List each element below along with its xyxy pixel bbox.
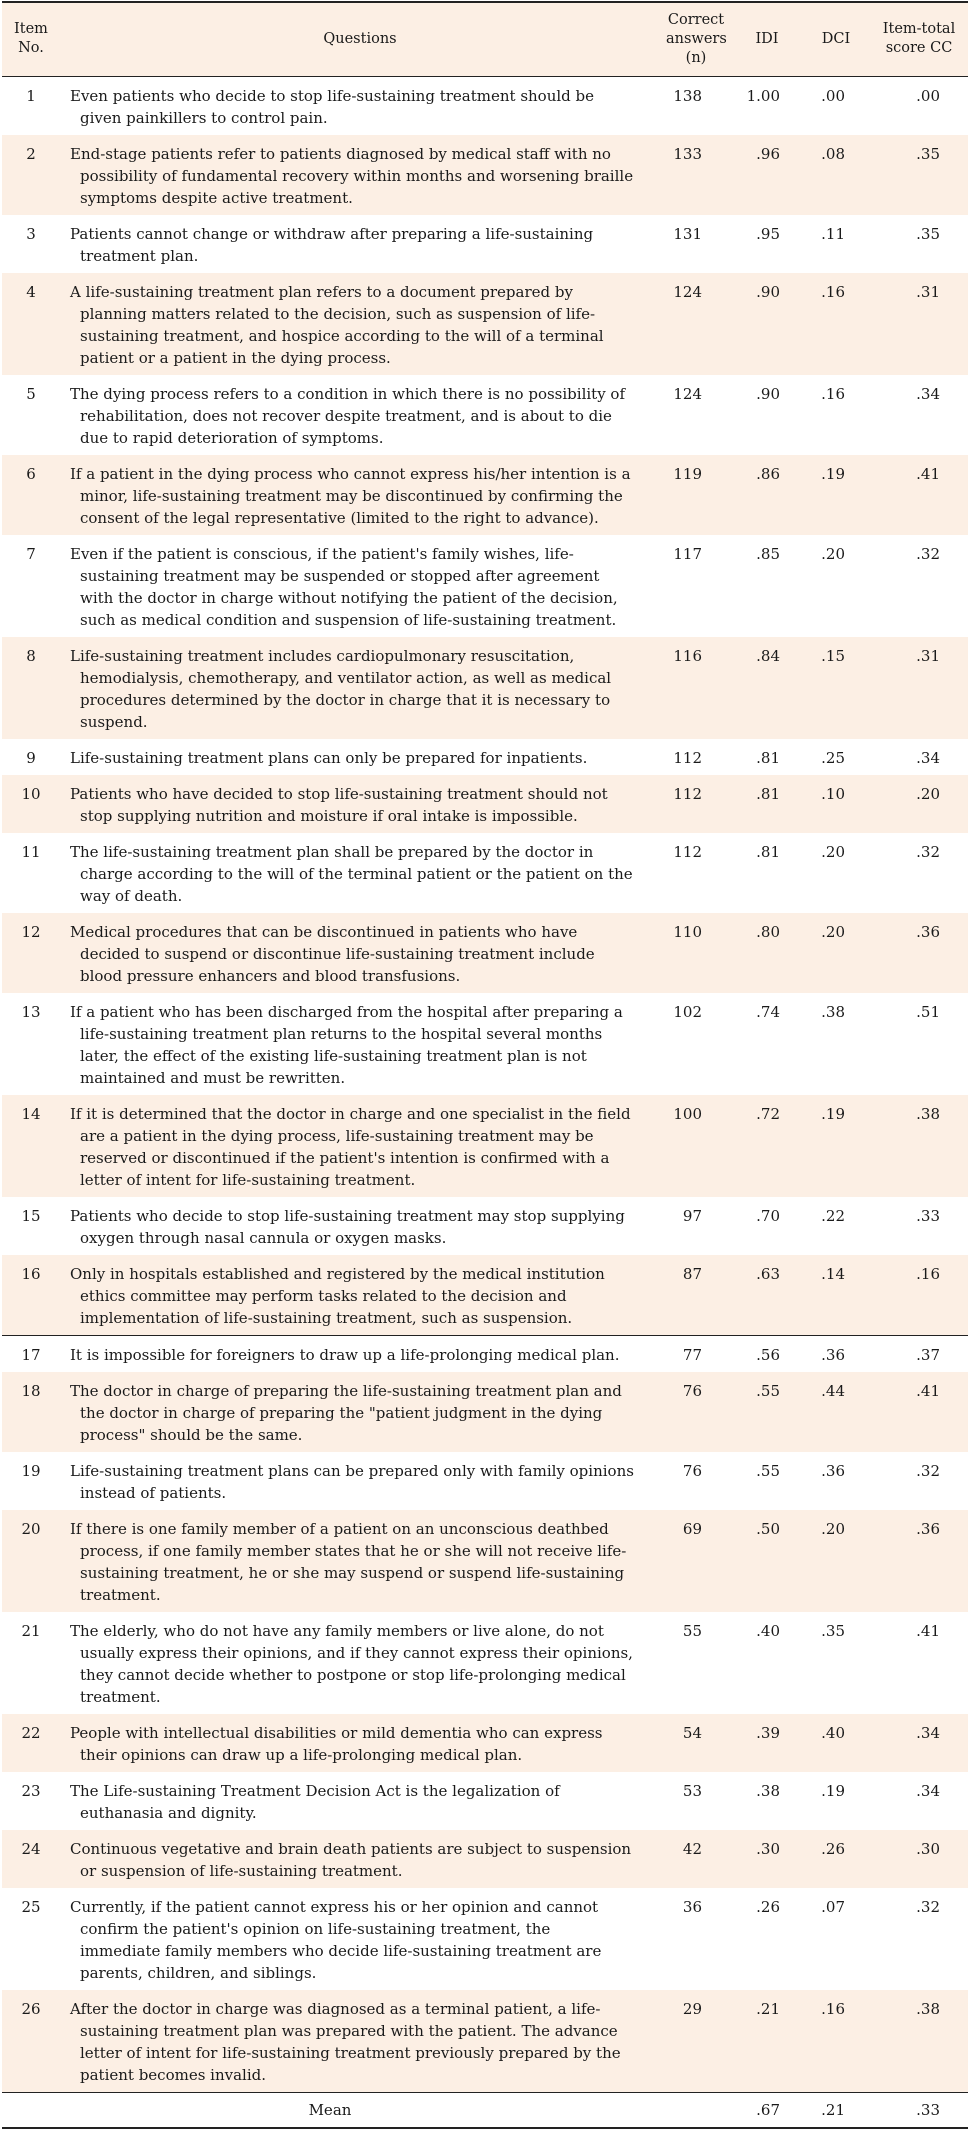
question-text bbox=[60, 375, 660, 455]
dci-value: .16 bbox=[821, 282, 845, 301]
mean-label: Mean bbox=[308, 2100, 352, 2119]
table-row bbox=[2, 1452, 968, 1510]
table-row bbox=[2, 833, 968, 913]
question-text bbox=[60, 993, 660, 1095]
correct-answers: 131 bbox=[673, 224, 702, 243]
question-text bbox=[60, 215, 660, 273]
question-text bbox=[60, 1197, 660, 1255]
idi-value: .80 bbox=[756, 922, 780, 941]
item-number: 24 bbox=[21, 1839, 41, 1858]
question-label: End-stage patients refer to patients diagnosed by medical staff with no possibility of fundamental recovery within months and worsening braille symptoms despite active treatment. bbox=[70, 144, 634, 207]
item-number: 10 bbox=[21, 784, 41, 803]
question-text bbox=[60, 775, 660, 833]
dci-value: .19 bbox=[821, 464, 845, 483]
table-row bbox=[2, 215, 968, 273]
question-label: Currently, if the patient cannot express his or her opinion and cannot confirm the patient's opinion on life-sustaining treatment, the immediate family members who decide life-sustaining treatment are parents, children, and siblings. bbox=[70, 1897, 602, 1982]
item-number: 23 bbox=[21, 1781, 41, 1800]
question-text bbox=[60, 1255, 660, 1336]
table-row bbox=[2, 135, 968, 215]
dci-value: .08 bbox=[821, 144, 845, 163]
correct-answers: 116 bbox=[673, 646, 702, 665]
item-number: 26 bbox=[21, 1999, 41, 2018]
question-text bbox=[60, 913, 660, 993]
dci-value: .19 bbox=[821, 1104, 845, 1123]
question-text bbox=[60, 833, 660, 913]
question-text bbox=[60, 1510, 660, 1612]
question-label: Life-sustaining treatment plans can only be prepared for inpatients. bbox=[70, 748, 588, 767]
item-number: 22 bbox=[21, 1723, 41, 1742]
correct-answers: 29 bbox=[682, 1999, 702, 2018]
correct-answers: 42 bbox=[682, 1839, 702, 1858]
item-total-cc: .32 bbox=[916, 544, 940, 563]
correct-answers: 36 bbox=[682, 1897, 702, 1916]
question-label: If a patient who has been discharged from the hospital after preparing a life-sustaining treatment plan returns to the hospital several months later, the effect of the existing life-sustaining treatment plan is not maintained and must be rewritten. bbox=[70, 1002, 623, 1087]
correct-answers: 124 bbox=[673, 282, 702, 301]
table-row bbox=[2, 535, 968, 637]
item-total-cc: .34 bbox=[916, 384, 940, 403]
idi-value: .70 bbox=[756, 1206, 780, 1225]
item-total-cc: .38 bbox=[916, 1999, 940, 2018]
question-label: The elderly, who do not have any family members or live alone, do not usually express their opinions, and if they cannot express their opinions, they cannot decide whether to postpone or stop life-prolonging medical treatment. bbox=[70, 1621, 633, 1706]
table-row bbox=[2, 1772, 968, 1830]
table-row bbox=[2, 1510, 968, 1612]
correct-answers: 100 bbox=[673, 1104, 702, 1123]
correct-answers: 54 bbox=[682, 1723, 702, 1742]
question-text bbox=[60, 1888, 660, 1990]
mean-row bbox=[2, 2092, 968, 2128]
idi-value: .50 bbox=[756, 1519, 780, 1538]
table-row bbox=[2, 1612, 968, 1714]
item-number: 25 bbox=[21, 1897, 41, 1916]
item-number: 21 bbox=[21, 1621, 41, 1640]
table-row bbox=[2, 76, 968, 135]
dci-value: .36 bbox=[821, 1461, 845, 1480]
correct-answers: 76 bbox=[682, 1381, 702, 1400]
table-row bbox=[2, 455, 968, 535]
table-row bbox=[2, 1714, 968, 1772]
header-correct-answers: Correct answers (n) bbox=[660, 2, 732, 76]
question-text bbox=[60, 455, 660, 535]
table-row bbox=[2, 1335, 968, 1372]
table-row bbox=[2, 913, 968, 993]
dci-value: .35 bbox=[821, 1621, 845, 1640]
idi-value: 1.00 bbox=[746, 86, 780, 105]
idi-value: .38 bbox=[756, 1781, 780, 1800]
dci-value: .10 bbox=[821, 784, 845, 803]
item-total-cc: .35 bbox=[916, 224, 940, 243]
table-row bbox=[2, 1990, 968, 2093]
mean-blank bbox=[2, 2092, 60, 2128]
item-total-cc: .31 bbox=[916, 282, 940, 301]
item-number: 6 bbox=[26, 464, 36, 483]
table-row bbox=[2, 1255, 968, 1336]
mean-dci: .21 bbox=[821, 2100, 845, 2119]
question-label: It is impossible for foreigners to draw up a life-prolonging medical plan. bbox=[70, 1345, 620, 1364]
item-total-cc: .41 bbox=[916, 1381, 940, 1400]
item-number: 5 bbox=[26, 384, 36, 403]
item-number: 17 bbox=[21, 1345, 41, 1364]
question-label: Only in hospitals established and registered by the medical institution ethics committee may perform tasks related to the decision and implementation of life-sustaining treatment, such as suspension. bbox=[70, 1264, 605, 1327]
dci-value: .20 bbox=[821, 922, 845, 941]
idi-value: .26 bbox=[756, 1897, 780, 1916]
table-row bbox=[2, 273, 968, 375]
item-number: 14 bbox=[21, 1104, 41, 1123]
item-total-cc: .00 bbox=[916, 86, 940, 105]
question-text bbox=[60, 1612, 660, 1714]
idi-value: .85 bbox=[756, 544, 780, 563]
item-total-cc: .33 bbox=[916, 1206, 940, 1225]
dci-value: .16 bbox=[821, 1999, 845, 2018]
dci-value: .40 bbox=[821, 1723, 845, 1742]
idi-value: .86 bbox=[756, 464, 780, 483]
question-label: Patients cannot change or withdraw after preparing a life-sustaining treatment plan. bbox=[70, 224, 594, 265]
correct-answers: 102 bbox=[673, 1002, 702, 1021]
item-total-cc: .34 bbox=[916, 1723, 940, 1742]
correct-answers: 69 bbox=[682, 1519, 702, 1538]
correct-answers: 55 bbox=[682, 1621, 702, 1640]
dci-value: .22 bbox=[821, 1206, 845, 1225]
question-text bbox=[60, 1335, 660, 1372]
idi-value: .55 bbox=[756, 1381, 780, 1400]
question-text bbox=[60, 273, 660, 375]
question-label: After the doctor in charge was diagnosed as a terminal patient, a life-sustaining treatment plan was prepared with the patient. The advance letter of intent for life-sustaining treatment previously prepared by the patient becomes invalid. bbox=[70, 1999, 621, 2084]
question-text bbox=[60, 1990, 660, 2093]
correct-answers: 133 bbox=[673, 144, 702, 163]
header-questions: Questions bbox=[60, 2, 660, 76]
table-body bbox=[2, 76, 968, 2128]
correct-answers: 117 bbox=[673, 544, 702, 563]
table-row bbox=[2, 1095, 968, 1197]
idi-value: .81 bbox=[756, 842, 780, 861]
idi-value: .74 bbox=[756, 1002, 780, 1021]
idi-value: .90 bbox=[756, 282, 780, 301]
item-total-cc: .16 bbox=[916, 1264, 940, 1283]
item-total-cc: .32 bbox=[916, 1897, 940, 1916]
item-number: 2 bbox=[26, 144, 36, 163]
idi-value: .63 bbox=[756, 1264, 780, 1283]
item-number: 13 bbox=[21, 1002, 41, 1021]
item-total-cc: .32 bbox=[916, 1461, 940, 1480]
question-label: Medical procedures that can be discontinued in patients who have decided to suspend or discontinue life-sustaining treatment include blood pressure enhancers and blood transfusions. bbox=[70, 922, 595, 985]
header-dci: DCI bbox=[802, 2, 870, 76]
dci-value: .11 bbox=[821, 224, 845, 243]
question-text bbox=[60, 1372, 660, 1452]
question-label: Patients who decide to stop life-sustaining treatment may stop supplying oxygen through nasal cannula or oxygen masks. bbox=[70, 1206, 625, 1247]
dci-value: .26 bbox=[821, 1839, 845, 1858]
item-total-cc: .31 bbox=[916, 646, 940, 665]
question-text bbox=[60, 76, 660, 135]
question-label: Patients who have decided to stop life-sustaining treatment should not stop supplying nutrition and moisture if oral intake is impossible. bbox=[70, 784, 608, 825]
question-text bbox=[60, 1095, 660, 1197]
question-label: Continuous vegetative and brain death patients are subject to suspension or suspension of life-sustaining treatment. bbox=[70, 1839, 632, 1880]
item-total-cc: .51 bbox=[916, 1002, 940, 1021]
question-label: If there is one family member of a patient on an unconscious deathbed process, if one family member states that he or she will not receive life-sustaining treatment, he or she may suspend or suspend life-sustaining treatment. bbox=[70, 1519, 627, 1604]
correct-answers: 87 bbox=[682, 1264, 702, 1283]
idi-value: .81 bbox=[756, 784, 780, 803]
idi-value: .55 bbox=[756, 1461, 780, 1480]
question-text bbox=[60, 637, 660, 739]
question-label: If a patient in the dying process who cannot express his/her intention is a minor, life-sustaining treatment may be discontinued by confirming the consent of the legal representative (limited to the right to advance). bbox=[70, 464, 631, 527]
question-label: If it is determined that the doctor in charge and one specialist in the field are a patient in the dying process, life-sustaining treatment may be reserved or discontinued if the patient's intention is confirmed with a letter of intent for life-sustaining treatment. bbox=[70, 1104, 631, 1189]
table-row bbox=[2, 375, 968, 455]
table-row bbox=[2, 1197, 968, 1255]
table-row bbox=[2, 637, 968, 739]
question-label: The life-sustaining treatment plan shall be prepared by the doctor in charge according to the will of the terminal patient or the patient on the way of death. bbox=[70, 842, 633, 905]
table-row bbox=[2, 739, 968, 775]
table-row bbox=[2, 1830, 968, 1888]
idi-value: .84 bbox=[756, 646, 780, 665]
item-total-cc: .36 bbox=[916, 922, 940, 941]
dci-value: .00 bbox=[821, 86, 845, 105]
item-number: 20 bbox=[21, 1519, 41, 1538]
correct-answers: 76 bbox=[682, 1461, 702, 1480]
mean-correct-answers bbox=[660, 2092, 732, 2128]
dci-value: .07 bbox=[821, 1897, 845, 1916]
header-item-no: Item No. bbox=[2, 2, 60, 76]
item-total-cc: .30 bbox=[916, 1839, 940, 1858]
item-number: 8 bbox=[26, 646, 36, 665]
item-total-cc: .37 bbox=[916, 1345, 940, 1364]
correct-answers: 124 bbox=[673, 384, 702, 403]
idi-value: .56 bbox=[756, 1345, 780, 1364]
question-text bbox=[60, 135, 660, 215]
question-label: People with intellectual disabilities or mild dementia who can express their opinions can draw up a life-prolonging medical plan. bbox=[70, 1723, 603, 1764]
correct-answers: 53 bbox=[682, 1781, 702, 1800]
question-label: Even patients who decide to stop life-sustaining treatment should be given painkillers to control pain. bbox=[70, 86, 595, 127]
question-text bbox=[60, 739, 660, 775]
question-label: The dying process refers to a condition in which there is no possibility of rehabilitation, does not recover despite treatment, and is about to die due to rapid deterioration of symptoms. bbox=[70, 384, 626, 447]
idi-value: .81 bbox=[756, 748, 780, 767]
dci-value: .14 bbox=[821, 1264, 845, 1283]
question-label: Life-sustaining treatment includes cardiopulmonary resuscitation, hemodialysis, chemotherapy, and ventilator action, as well as medical procedures determined by the doctor in charge that it is necessary to suspend. bbox=[70, 646, 612, 731]
question-label: Even if the patient is conscious, if the patient's family wishes, life-sustaining treatment may be suspended or stopped after agreement with the doctor in charge without notifying the patient of the decision, such as medical condition and suspension of life-sustaining treatment. bbox=[70, 544, 618, 629]
correct-answers: 112 bbox=[673, 842, 702, 861]
dci-value: .36 bbox=[821, 1345, 845, 1364]
item-total-cc: .34 bbox=[916, 748, 940, 767]
idi-value: .21 bbox=[756, 1999, 780, 2018]
dci-value: .19 bbox=[821, 1781, 845, 1800]
question-label: Life-sustaining treatment plans can be prepared only with family opinions instead of patients. bbox=[70, 1461, 634, 1502]
idi-value: .95 bbox=[756, 224, 780, 243]
item-total-cc: .38 bbox=[916, 1104, 940, 1123]
correct-answers: 138 bbox=[673, 86, 702, 105]
item-total-cc: .20 bbox=[916, 784, 940, 803]
idi-value: .40 bbox=[756, 1621, 780, 1640]
correct-answers: 112 bbox=[673, 784, 702, 803]
table-row bbox=[2, 993, 968, 1095]
dci-value: .15 bbox=[821, 646, 845, 665]
item-number: 19 bbox=[21, 1461, 41, 1480]
question-text bbox=[60, 1772, 660, 1830]
idi-value: .96 bbox=[756, 144, 780, 163]
item-number: 18 bbox=[21, 1381, 41, 1400]
question-text bbox=[60, 1714, 660, 1772]
item-number: 9 bbox=[26, 748, 36, 767]
question-label: The Life-sustaining Treatment Decision Act is the legalization of euthanasia and dignity. bbox=[70, 1781, 560, 1822]
item-number: 1 bbox=[26, 86, 36, 105]
idi-value: .30 bbox=[756, 1839, 780, 1858]
question-label: The doctor in charge of preparing the life-sustaining treatment plan and the doctor in charge of preparing the "patient judgment in the dying process" should be the same. bbox=[70, 1381, 622, 1444]
question-text bbox=[60, 1452, 660, 1510]
item-total-cc: .36 bbox=[916, 1519, 940, 1538]
question-text bbox=[60, 535, 660, 637]
dci-value: .44 bbox=[821, 1381, 845, 1400]
question-label: A life-sustaining treatment plan refers to a document prepared by planning matters related to the decision, such as suspension of life-sustaining treatment, and hospice according to the will of a terminal patient or a patient in the dying process. bbox=[70, 282, 604, 367]
dci-value: .20 bbox=[821, 544, 845, 563]
dci-value: .25 bbox=[821, 748, 845, 767]
dci-value: .16 bbox=[821, 384, 845, 403]
table-row bbox=[2, 775, 968, 833]
question-text bbox=[60, 1830, 660, 1888]
item-number: 7 bbox=[26, 544, 36, 563]
correct-answers: 112 bbox=[673, 748, 702, 767]
mean-item-total-cc: .33 bbox=[916, 2100, 940, 2119]
correct-answers: 77 bbox=[682, 1345, 702, 1364]
table-row bbox=[2, 1372, 968, 1452]
header-idi: IDI bbox=[732, 2, 802, 76]
item-number: 16 bbox=[21, 1264, 41, 1283]
idi-value: .39 bbox=[756, 1723, 780, 1742]
dci-value: .38 bbox=[821, 1002, 845, 1021]
dci-value: .20 bbox=[821, 1519, 845, 1538]
item-total-cc: .41 bbox=[916, 464, 940, 483]
item-number: 15 bbox=[21, 1206, 41, 1225]
item-number: 11 bbox=[21, 842, 41, 861]
table-row bbox=[2, 1888, 968, 1990]
correct-answers: 97 bbox=[682, 1206, 702, 1225]
item-total-cc: .35 bbox=[916, 144, 940, 163]
idi-value: .90 bbox=[756, 384, 780, 403]
item-total-cc: .32 bbox=[916, 842, 940, 861]
item-number: 4 bbox=[26, 282, 36, 301]
item-analysis-table bbox=[2, 1, 968, 2129]
header-row bbox=[2, 2, 968, 76]
dci-value: .20 bbox=[821, 842, 845, 861]
item-total-cc: .41 bbox=[916, 1621, 940, 1640]
correct-answers: 110 bbox=[673, 922, 702, 941]
item-total-cc: .34 bbox=[916, 1781, 940, 1800]
item-number: 12 bbox=[21, 922, 41, 941]
idi-value: .72 bbox=[756, 1104, 780, 1123]
correct-answers: 119 bbox=[673, 464, 702, 483]
item-number: 3 bbox=[26, 224, 36, 243]
header-item-total-cc: Item-total score CC bbox=[870, 2, 968, 76]
mean-idi: .67 bbox=[756, 2100, 780, 2119]
